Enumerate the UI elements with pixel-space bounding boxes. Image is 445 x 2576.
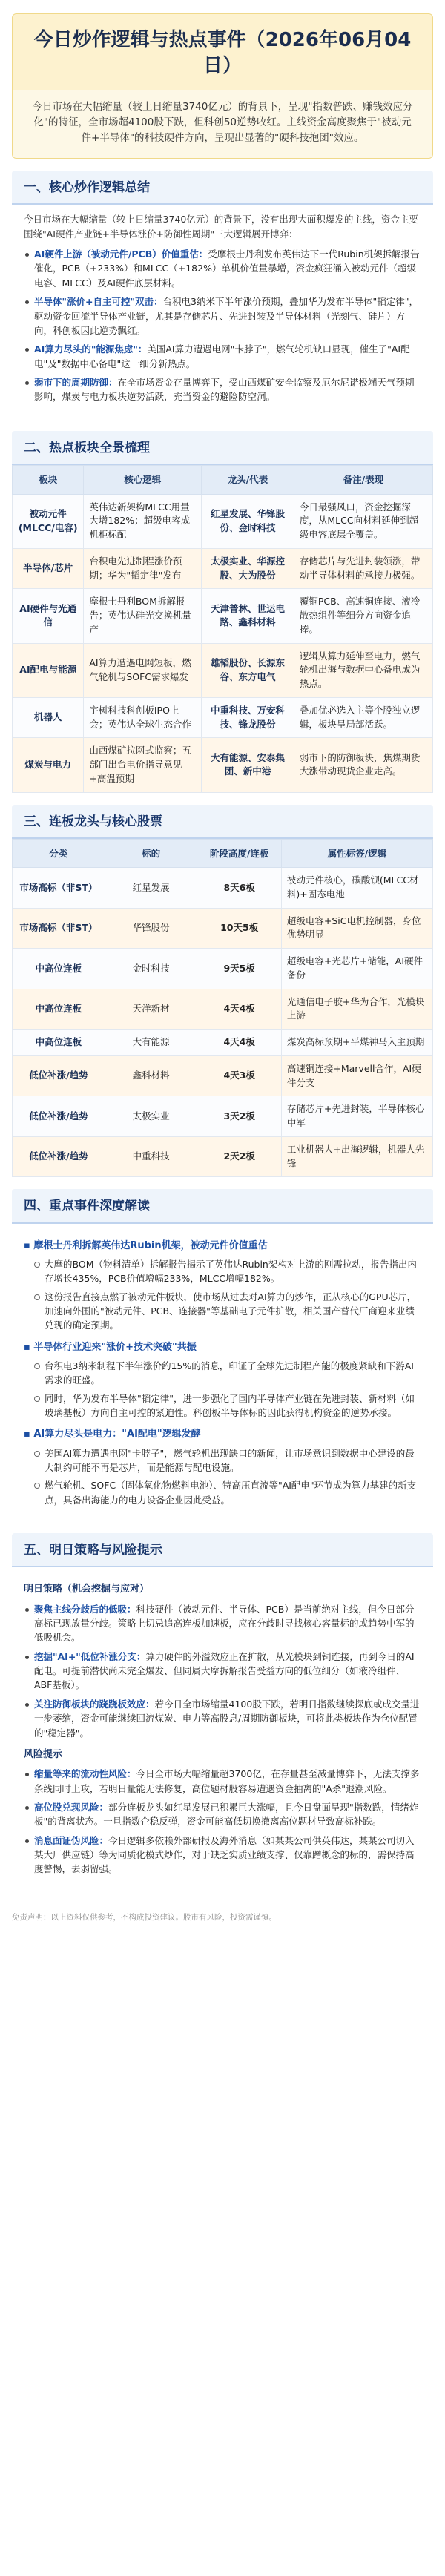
event-list bbox=[24, 1446, 421, 1508]
column-header: 标的 bbox=[105, 839, 197, 867]
table-row: 市场高标（非ST） 华锋股份 10天5板 超级电容+SiC电机控制器，身位优势明显 bbox=[13, 908, 433, 949]
column-header: 核心逻辑 bbox=[84, 466, 202, 494]
list-item: AI算力尽头的"能源焦虑"：美国AI算力遭遇电网"卡脖子"，燃气轮机缺口显现，催生了"AI配电"及"数据中心备电"这一细分新热点。 bbox=[24, 342, 421, 371]
list-item: 燃气轮机、SOFC（固体氧化物燃料电池）、特高压直流等"AI配电"环节成为算力基建的新支点，具备出海能力的电力设备企业因此受益。 bbox=[34, 1478, 421, 1507]
column-header: 龙头/代表 bbox=[202, 466, 294, 494]
section-heading: 五、明日策略与风险提示 bbox=[12, 1533, 433, 1567]
sector-table bbox=[12, 465, 433, 792]
event-title: ▪ AI算力尽头是电力："AI配电"逻辑发酵 bbox=[24, 1427, 421, 1442]
disclaimer: 免责声明：以上资料仅供参考，不构成投资建议。股市有风险，投资需谨慎。 bbox=[12, 1905, 433, 1923]
list-item: 台积电3纳米制程下半年涨价约15%的消息，印证了全球先进制程产能的极度紧缺和下游AI需求的旺盛。 bbox=[34, 1359, 421, 1388]
list-item: 挖掘"AI+"低位补涨分支：算力硬件的外溢效应正在扩散，从光模块到铜连接，再到今日的AI配电。可提前潜伏尚未完全爆发、但同属大摩拆解报告受益方向的低位细分（如液冷组件、ABF基板）。 bbox=[24, 1650, 421, 1693]
list-item: 半导体"涨价+自主可控"双击：台积电3纳米下半年涨价预期，叠加华为发布半导体"韬定律"，驱动资金回流半导体产业链，尤其是存储芯片、先进封装及半导体材料（光刻气、硅片）方向，科创板因此逆势飘红。 bbox=[24, 294, 421, 337]
table-row: 市场高标（非ST） 红星发展 8天6板 被动元件核心，碳酸钡(MLCC材料)+固态电池 bbox=[13, 868, 433, 909]
section-sector-overview bbox=[12, 431, 433, 793]
section-heading: 二、热点板块全景梳理 bbox=[12, 431, 433, 465]
section-leading-stocks bbox=[12, 805, 433, 1178]
event-list bbox=[24, 1257, 421, 1333]
table-header-row bbox=[13, 839, 433, 867]
list-item: 美国AI算力遭遇电网"卡脖子"，燃气轮机出现缺口的新闻，让市场意识到数据中心建设的最大制约可能不再是芯片，而是能源与配电设施。 bbox=[34, 1446, 421, 1475]
list-item: 消息面证伪风险：今日逻辑多依赖外部研报及海外消息（如某某公司供英伟达，某某公司切入某大厂供应链）等为同质化模式炒作，对于缺乏实质业绩支撑、仅靠蹭概念的标的，需保持高度警惕，去弱留强。 bbox=[24, 1834, 421, 1877]
title-summary: 今日市场在大幅缩量（较上日缩量3740亿元）的背景下，呈现"指数普跌、赚钱效应分化"的特征，全市场超4100股下跌，但科创50逆势收红。主线资金高度聚焦于"被动元件+半导体"的科技硬件方向，呈现出显著的"硬科技抱团"效应。 bbox=[13, 90, 432, 158]
list-item: 大摩的BOM（物料清单）拆解报告揭示了英伟达Rubin架构对上游的刚需拉动，报告指出内存增长435%，PCB价值增幅233%，MLCC增幅182%。 bbox=[34, 1257, 421, 1286]
event-title: ▪ 摩根士丹利拆解英伟达Rubin机架，被动元件价值重估 bbox=[24, 1239, 421, 1254]
list-item: AI硬件上游（被动元件/PCB）价值重估：受摩根士丹利发布英伟达下一代Rubin机架拆解报告催化，PCB（+233%）和MLCC（+182%）单机价值量暴增，资金疯狂涌入被动元件（超级电容、MLCC）及AI硬件底层材料。 bbox=[24, 247, 421, 290]
section-strategy-risk bbox=[12, 1533, 433, 1891]
column-header: 属性标签/逻辑 bbox=[281, 839, 432, 867]
table-row: 半导体/芯片 台积电先进制程涨价预期；华为"韬定律"发布 太极实业、华源控股、大为股份 存储芯片与先进封装领涨，带动半导体材料的承接力极强。 bbox=[13, 548, 433, 589]
section-heading: 一、核心炒作逻辑总结 bbox=[12, 171, 433, 205]
table-row: 煤炭与电力 山西煤矿拉网式监察；五部门出台电价指导意见+高温预期 大有能源、安泰集团、新中港 弱市下的防御板块，焦煤期货大涨带动现货企业走高。 bbox=[13, 738, 433, 792]
table-row: 机器人 宇树科技科创板IPO上会；英伟达全球生态合作 中重科技、万安科技、锋龙股份 叠加优必选入主等个股独立逻辑，板块呈局部活跃。 bbox=[13, 697, 433, 738]
list-item: 关注防御板块的跷跷板效应：若今日全市场缩量4100股下跌，若明日指数继续探底或成交量进一步萎缩，资金可能继续回流煤炭、电力等高股息/周期防御板块，可将此类板块作为仓位配置的"稳定器"。 bbox=[24, 1697, 421, 1740]
table-row: 中高位连板 大有能源 4天4板 煤炭高标预期+平煤神马入主预期 bbox=[13, 1030, 433, 1056]
column-header: 备注/表现 bbox=[294, 466, 432, 494]
table-row: 低位补涨/趋势 鑫科材料 4天3板 高速铜连接+Marvell合作，AI硬件分支 bbox=[13, 1055, 433, 1096]
column-header: 板块 bbox=[13, 466, 84, 494]
table-row: 被动元件(MLCC/电容) 英伟达新架构MLCC用量大增182%；超级电容成机柜标配 红星发展、华锋股份、金时科技 今日最强风口，资金挖掘深度，从MLCC向材料延伸到超级电容底层全覆盖。 bbox=[13, 494, 433, 548]
table-header-row bbox=[13, 466, 433, 494]
stocks-table bbox=[12, 839, 433, 1178]
list-item: 弱市下的周期防御：在全市场资金存量博弈下，受山西煤矿安全监察及厄尔尼诺极端天气预期影响，煤炭与电力板块逆势活跃，充当资金的避险防空洞。 bbox=[24, 375, 421, 404]
strategy-list bbox=[24, 1602, 421, 1740]
core-logic-list bbox=[24, 247, 421, 404]
event-title: ▪ 半导体行业迎来"涨价+技术突破"共振 bbox=[24, 1340, 421, 1355]
risk-list bbox=[24, 1767, 421, 1877]
section-event-analysis bbox=[12, 1189, 433, 1521]
section-core-logic bbox=[12, 171, 433, 419]
column-header: 分类 bbox=[13, 839, 105, 867]
table-row: 低位补涨/趋势 太极实业 3天2板 存储芯片+先进封装，半导体核心中军 bbox=[13, 1096, 433, 1137]
section-intro: 今日市场在大幅缩量（较上日缩量3740亿元）的背景下，没有出现大面积爆发的主线，资金主要围绕"AI硬件产业链+半导体涨价+防御性周期"三大逻辑展开博弈： bbox=[24, 214, 418, 240]
table-row: AI配电与能源 AI算力遭遇电网短板，燃气轮机与SOFC需求爆发 雄韬股份、长源东谷、东方电气 逻辑从算力延伸至电力，燃气轮机出海与数据中心备电成为热点。 bbox=[13, 643, 433, 697]
risk-heading: 风险提示 bbox=[24, 1748, 63, 1760]
table-row: 低位补涨/趋势 中重科技 2天2板 工业机器人+出海逻辑，机器人先锋 bbox=[13, 1136, 433, 1177]
list-item: 缩量等来的流动性风险：今日全市场大幅缩量超3700亿，在存量甚至减量博弈下，无法支撑多条线同时上攻，若明日量能无法修复，高位题材股容易遭遇资金抽离的"A杀"退潮风险。 bbox=[24, 1767, 421, 1796]
table-row: 中高位连板 天洋新材 4天4板 光通信电子胶+华为合作，光模块上游 bbox=[13, 989, 433, 1030]
list-item: 这份报告直接点燃了被动元件板块，使市场从过去对AI算力的炒作，正从核心的GPU芯片，加速向外围的"被动元件、PCB、连接器"等基础电子元件扩散，相关国产替代厂商迎来业绩兑现的确定预期。 bbox=[34, 1290, 421, 1333]
strategy-heading: 明日策略（机会挖掘与应对） bbox=[24, 1584, 150, 1595]
section-heading: 三、连板龙头与核心股票 bbox=[12, 805, 433, 839]
list-item: 聚焦主线分歧后的低吸：科技硬件（被动元件、半导体、PCB）是当前绝对主线，但今日部分高标已现放量分歧。策略上切忌追高连板加速板，应在分歧时寻找核心容量标的或趋势中军的低吸机会。 bbox=[24, 1602, 421, 1645]
page-title: 今日炒作逻辑与热点事件（2026年06月04日） bbox=[33, 29, 412, 78]
column-header: 阶段高度/连板 bbox=[197, 839, 281, 867]
table-row: AI硬件与光通信 摩根士丹利BOM拆解报告；英伟达硅光交换机量产 天津普林、世运电路、鑫科材料 覆铜PCB、高速铜连接、液冷散热组件等细分方向资金追捧。 bbox=[13, 589, 433, 643]
title-card bbox=[12, 13, 433, 159]
list-item: 同时，华为发布半导体"韬定律"，进一步强化了国内半导体产业链在先进封装、新材料（如玻璃基板）方向自主可控的紧迫性。科创板半导体标的因此获得机构资金的逆势承接。 bbox=[34, 1391, 421, 1420]
list-item: 高位股兑现风险：部分连板龙头如红星发展已积累巨大涨幅，且今日盘面呈现"指数跌，情绪炸板"的背离状态。一旦指数企稳反弹，资金可能高低切换撤离高位题材导致高标补跌。 bbox=[24, 1800, 421, 1829]
event-list bbox=[24, 1359, 421, 1420]
table-row: 中高位连板 金时科技 9天5板 超级电容+光芯片+储能，AI硬件备份 bbox=[13, 949, 433, 989]
section-heading: 四、重点事件深度解读 bbox=[12, 1189, 433, 1223]
